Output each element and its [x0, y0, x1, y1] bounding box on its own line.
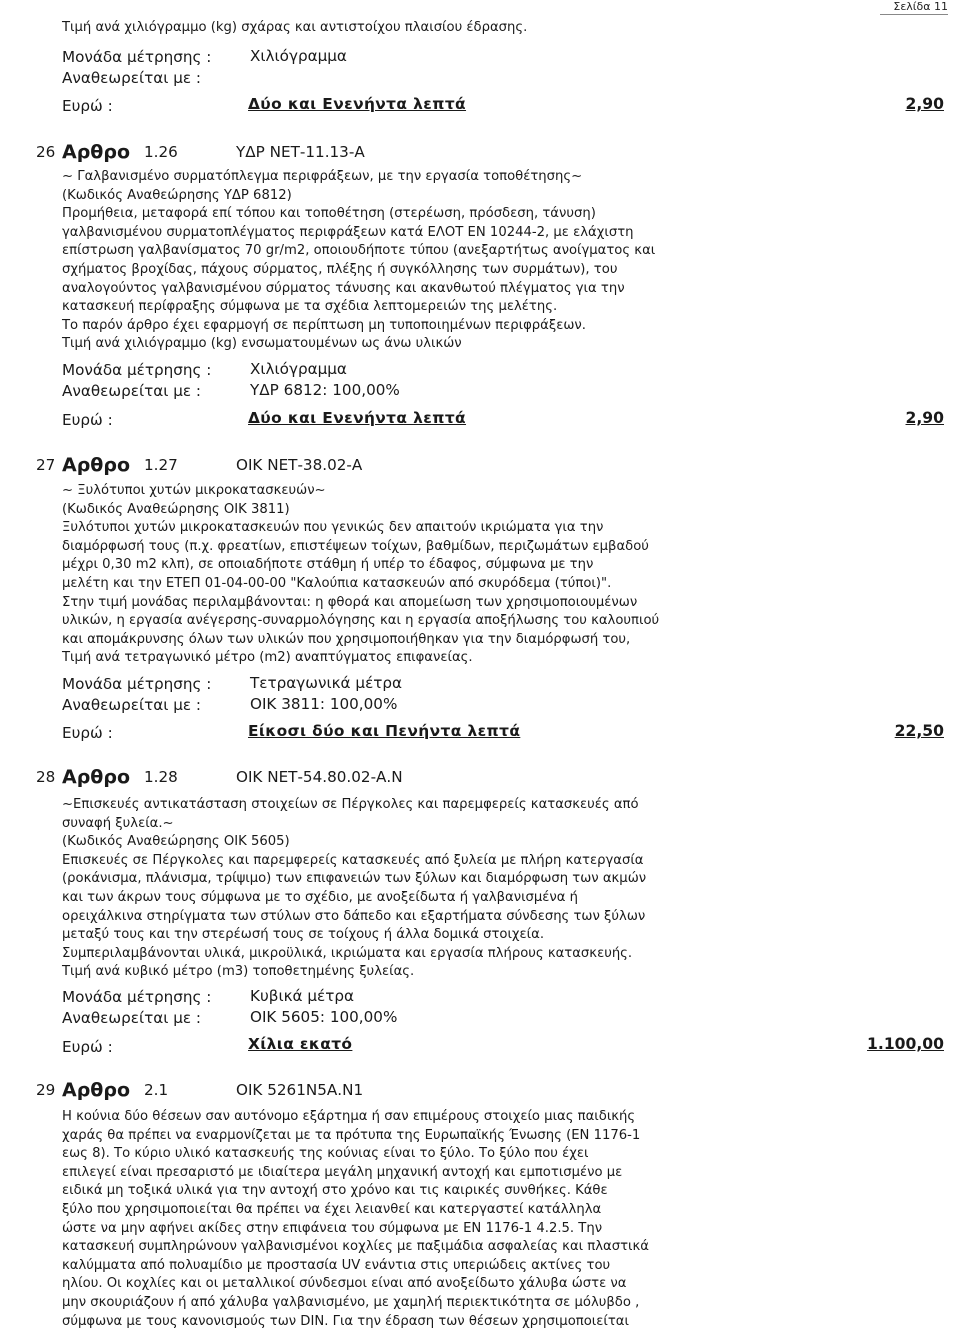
- description-line: μην σκουριάζουν ή από χάλυβα γαλβανισμένο, με χαμηλή περιεκτικότητα σε μόλυβδο ,: [62, 1294, 640, 1310]
- article-code: 1.27: [144, 456, 178, 474]
- unit-value: Κυβικά μέτρα: [250, 987, 355, 1005]
- description-line: σχήματος βροχίδας, πάχους σύρματος, πλέξης ή συγκόλλησης των συρμάτων), του: [62, 261, 618, 277]
- description-line: ορειχάλκινα στηρίγματα των στύλων στο δάπεδο και εξαρτήματα σύνδεσης των ξύλων: [62, 908, 646, 924]
- description-line: Τιμή ανά τετραγωνικό μέτρο (m2) αναπτύγματος επιφανείας.: [62, 650, 473, 666]
- article-label: Αρθρο: [62, 141, 131, 163]
- ref-value: ΥΔΡ 6812: 100,00%: [250, 381, 400, 399]
- description-line: μέχρι 0,30 m2 κλπ), σε οποιαδήποτε στάθμη ή υπέρ το έδαφος, σύμφωνα με την: [62, 557, 594, 573]
- article-label: Αρθρο: [62, 766, 131, 788]
- description-line: καλύμματα από πολυαμίδιο με προστασία UV ενάντια στις υπεριώδεις ακτίνες του: [62, 1257, 611, 1273]
- description-line: αναλογούντος γαλβανισμένου σύρματος τάνυσης και ακανθωτού πλέγματος για την: [62, 280, 625, 296]
- unit-value: Χιλιόγραμμα: [250, 360, 347, 378]
- description-line: διαμόρφωσή τους (π.χ. φρεατίων, επιστέψεων τοίχων, βαθμίδων, περιζωμάτων εμβαδού: [62, 538, 649, 554]
- top-section: [62, 19, 942, 38]
- top-ref-label: Αναθεωρείται με :: [62, 69, 202, 87]
- description-line: ~Επισκευές αντικατάσταση στοιχείων σε Πέργκολες και παρεμφερείς κατασκευές από: [62, 797, 639, 812]
- price-num: [851, 1035, 944, 1053]
- description-line: μεταξύ τους και την στερέωσή τους σε τοίχους ή άλλα δομικά στοιχεία.: [62, 927, 545, 943]
- description-line: χαράς θα πρέπει να εναρμονίζεται με τα πρότυπα της Ευρωπαϊκής Ένωσης (ΕΝ 1176-1: [62, 1127, 641, 1143]
- unit-label: Μονάδα μέτρησης :: [62, 361, 212, 379]
- article-code: 2.1: [144, 1081, 169, 1099]
- article-label: Αρθρο: [62, 1079, 131, 1101]
- ref-label: Αναθεωρείται με :: [62, 382, 202, 400]
- price-value: 2,90: [905, 409, 944, 427]
- revision-code: ΟΙΚ ΝΕΤ-54.80.02-Α.Ν: [236, 768, 403, 786]
- description-line: Επισκευές σε Πέργκολες και παρεμφερείς κατασκευές από ξυλεία με πλήρη κατεργασία: [62, 852, 644, 868]
- description-line: Στην τιμή μονάδας περιλαμβάνονται: η φθορά και απομείωση των χρησιμοποιουμένων: [62, 594, 638, 610]
- item-description: [62, 482, 942, 668]
- description-line: Τιμή ανά χιλιόγραμμο (kg) ενσωματουμένων ως άνω υλικών: [62, 336, 462, 352]
- price-words: Δύο και Ενενήντα λεπτά: [248, 409, 467, 427]
- top-price-words: Δύο και Ενενήντα λεπτά: [248, 95, 467, 113]
- price-words: Είκοσι δύο και Πενήντα λεπτά: [248, 722, 521, 740]
- unit-label: Μονάδα μέτρησης :: [62, 988, 212, 1006]
- description-line: και απομάκρυνσης όλων των υλικών που χρησιμοποιήθηκαν για την διαμόρφωσή του,: [62, 631, 631, 647]
- item-number: 26: [36, 143, 56, 161]
- euro-label: Ευρώ :: [62, 411, 113, 429]
- description-line: Τιμή ανά κυβικό μέτρο (m3) τοποθετημένης ξυλείας.: [62, 964, 415, 980]
- description-line: ηλίου. Οι κοχλίες και οι μεταλλικοί σύνδεσμοι είναι από ανοξείδωτο χάλυβα ώστε να: [62, 1276, 627, 1292]
- description-line: κατασκευή συμπληρώνουν γαλβανισμένοι κοχλίες με παξιμάδια ασφαλείας και πλαστικά: [62, 1239, 649, 1255]
- euro-label: Ευρώ :: [62, 724, 113, 742]
- description-line: ~ Γαλβανισμένο συρματόπλεγμα περιφράξεων, με την εργασία τοποθέτησης~: [62, 169, 583, 184]
- price-num: [890, 409, 944, 427]
- article-code: 1.26: [144, 143, 178, 161]
- unit-label: Μονάδα μέτρησης :: [62, 675, 212, 693]
- item-description: [62, 796, 942, 982]
- item-number: 27: [36, 456, 56, 474]
- description-line: εως 8). Το κύριο υλικό κατασκευής της κούνιας είναι το ξύλο. Το ξύλο που έχει: [62, 1146, 589, 1162]
- description-line: υλικών, η εργασία ανέγερσης-συναρμολόγησης και η εργασία αποξήλωσης του καλουπιού: [62, 613, 660, 629]
- description-line: επιλεγεί είναι πρεσαριστό με ιδιαίτερα μεγάλη μηχανική αντοχή και εμποτισμένο με: [62, 1164, 623, 1180]
- ref-value: ΟΙΚ 5605: 100,00%: [250, 1008, 398, 1026]
- description-line: σύμφωνα με τους κανονισμούς των DIN. Για την έδραση των θέσεων χρησιμοποιείται: [62, 1313, 629, 1329]
- description-line: (ροκάνισμα, πλάνισμα, τρίψιμο) των επιφανειών των ξύλων και διαμόρφωση των ακμών: [62, 871, 647, 887]
- revision-code: ΥΔΡ ΝΕΤ-11.13-Α: [236, 143, 365, 161]
- item-description: [62, 168, 942, 354]
- euro-label: Ευρώ :: [62, 1038, 113, 1056]
- description-line: γαλβανισμένου συρματοπλέγματος περιφράξεων κατά ΕΛΟΤ ΕΝ 10244-2, με ελάχιστη: [62, 224, 634, 240]
- price-words: Χίλια εκατό: [248, 1035, 353, 1053]
- ref-value: ΟΙΚ 3811: 100,00%: [250, 695, 398, 713]
- item-number: 29: [36, 1081, 56, 1099]
- price-value: 1.100,00: [867, 1035, 944, 1053]
- description-line: Συμπεριλαμβάνονται υλικά, μικροϋλικά, ικριώματα και εργασία πλήρους κατασκευής.: [62, 945, 633, 961]
- description-line: μελέτη και την ΕΤΕΠ 01-04-00-00 "Καλούπια κατασκευών από σκυρόδεμα (τύποι)".: [62, 575, 612, 591]
- ref-label: Αναθεωρείται με :: [62, 696, 202, 714]
- revision-code: ΟΙΚ 5261Ν5Α.Ν1: [236, 1081, 364, 1099]
- description-line: Ξυλότυποι χυτών μικροκατασκευών που γενικώς δεν απαιτούν ικριώματα για την: [62, 520, 604, 536]
- ref-label: Αναθεωρείται με :: [62, 1009, 202, 1027]
- description-line: συναφή ξυλεία.~: [62, 815, 174, 831]
- article-label: Αρθρο: [62, 454, 131, 476]
- description-line: και των άκρων τους σύμφωνα με το σχέδιο, με ανοξείδωτα ή γαλβανισμένα ή: [62, 889, 579, 905]
- description-line: Η κούνια δύο θέσεων σαν αυτόνομο εξάρτημα ή σαν επιμέρους στοιχείο μιας παιδικής: [62, 1109, 636, 1124]
- top-price-value: 2,90: [905, 95, 944, 113]
- description-line: (Κωδικός Αναθεώρησης ΟΙΚ 3811): [62, 501, 290, 517]
- item-description: [62, 1108, 942, 1331]
- price-num: [879, 722, 944, 740]
- description-line: ξύλο που χρησιμοποιείται θα πρέπει να έχει λειανθεί και κατεργαστεί κατάλληλα: [62, 1201, 602, 1217]
- description-line: Προμήθεια, μεταφορά επί τόπου και τοποθέτηση (στερέωση, πρόσδεση, τάνυση): [62, 206, 596, 222]
- description-line: (Κωδικός Αναθεώρησης ΟΙΚ 5605): [62, 834, 290, 850]
- top-unit-value: Χιλιόγραμμα: [250, 47, 347, 65]
- revision-code: ΟΙΚ ΝΕΤ-38.02-Α: [236, 456, 363, 474]
- description-line: ώστε να μην αφήνει ακίδες στην επιφάνεια του σύμφωνα με ΕΝ 1176-1 4.2.5. Την: [62, 1220, 603, 1236]
- description-line: Το παρόν άρθρο έχει εφαρμογή σε περίπτωση μη τυποποιημένων περιφράξεων.: [62, 317, 586, 333]
- description-line: ~ Ξυλότυποι χυτών μικροκατασκευών~: [62, 483, 326, 498]
- top-price-num: [890, 95, 944, 113]
- description-line: επίστρωση γαλβανίσματος 70 gr/m2, οποιουδήποτε τύπου (ανεξαρτήτως ανοίγματος και: [62, 243, 656, 259]
- top-unit-label: Μονάδα μέτρησης :: [62, 48, 212, 66]
- description-line: κατασκευή περίφραξης σύμφωνα με τα σχέδια λεπτομερειών της μελέτης.: [62, 299, 558, 315]
- description-line: ειδικά μη τοξικά υλικά για την αντοχή στο χρόνο και τις καιρικές συνθήκες. Κάθε: [62, 1183, 608, 1199]
- page-number: Σελίδα 11: [893, 0, 948, 13]
- price-value: 22,50: [894, 722, 944, 740]
- unit-value: Τετραγωνικά μέτρα: [250, 674, 403, 692]
- article-code: 1.28: [144, 768, 178, 786]
- header-rule: [880, 14, 948, 15]
- description-line: (Κωδικός Αναθεώρησης ΥΔΡ 6812): [62, 187, 292, 203]
- top-description: Τιμή ανά χιλιόγραμμο (kg) σχάρας και αντιστοίχου πλαισίου έδρασης.: [62, 20, 528, 35]
- item-number: 28: [36, 768, 56, 786]
- top-euro-label: Ευρώ :: [62, 97, 113, 115]
